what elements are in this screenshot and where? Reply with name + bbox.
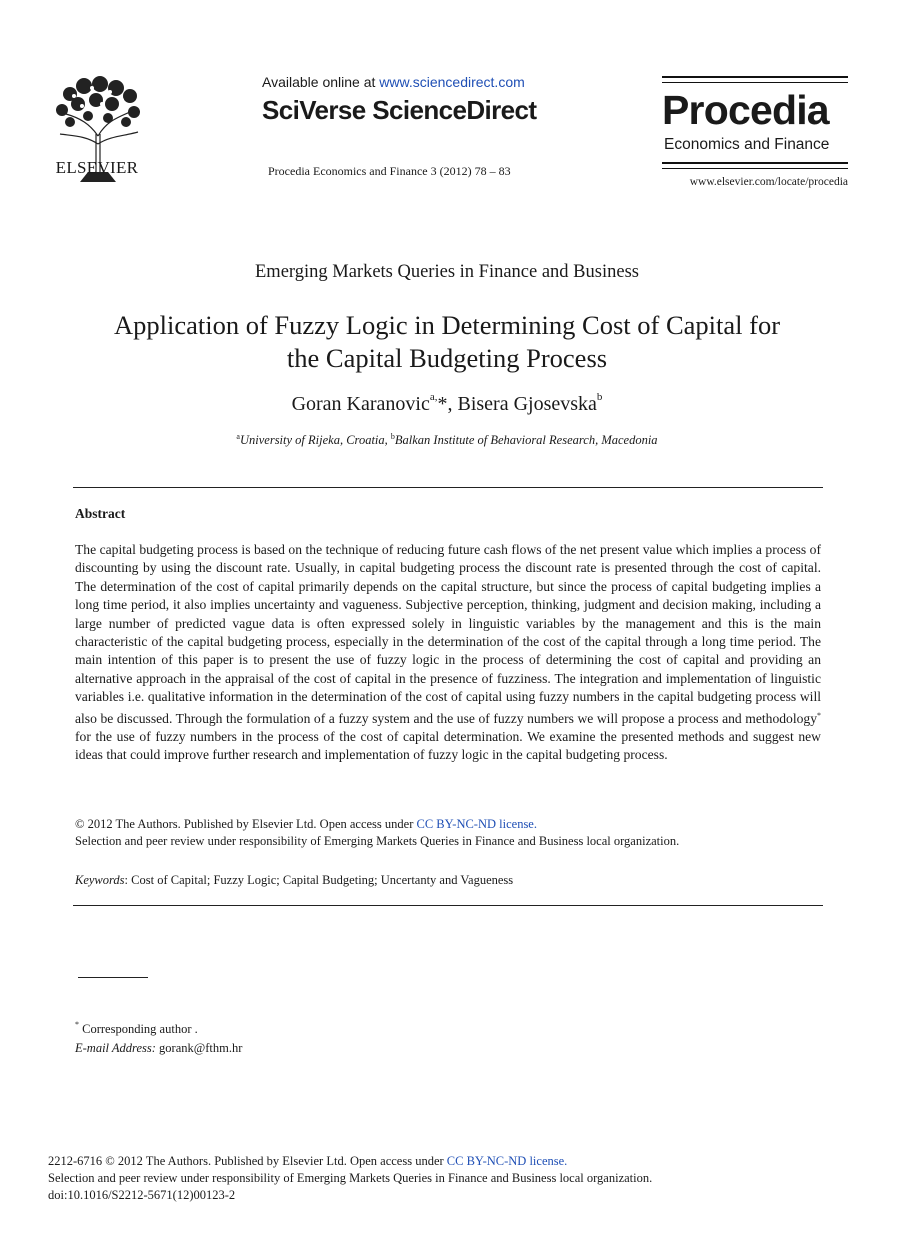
- affiliation-mark: b: [596, 391, 603, 403]
- footnote-mark: *: [75, 1020, 79, 1029]
- keywords-list: Cost of Capital; Fuzzy Logic; Capital Budgeting; Uncertanty and Vagueness: [131, 873, 514, 887]
- affiliation-mark: a: [236, 432, 240, 441]
- section-divider: [73, 905, 823, 906]
- author-name: Goran Karanovic: [291, 393, 430, 415]
- corresponding-mark: *: [437, 393, 448, 415]
- conference-name: Emerging Markets Queries in Finance and Business: [255, 262, 639, 282]
- paper-title: [60, 309, 834, 375]
- email-label: E-mail Address:: [75, 1041, 156, 1055]
- title-line: the Capital Budgeting Process: [286, 343, 608, 373]
- title-line: Application of Fuzzy Logic in Determining Cost of Capital for: [113, 310, 781, 340]
- copyright-text: © 2012 The Authors. Published by Elsevier Ltd. Open access under: [75, 817, 417, 831]
- journal-name: Procedia: [662, 87, 829, 133]
- available-online: [262, 74, 525, 90]
- email-note: [75, 1041, 242, 1056]
- abstract-heading: Abstract: [75, 506, 126, 521]
- affiliation-mark: b: [390, 432, 395, 441]
- keywords: [75, 873, 513, 888]
- email-address[interactable]: gorank@fthm.hr: [159, 1041, 243, 1055]
- sciencedirect-link[interactable]: www.sciencedirect.com: [379, 74, 525, 90]
- author-separator: ,: [447, 393, 458, 415]
- affiliation: University of Rijeka, Croatia,: [239, 433, 391, 447]
- corresponding-author-note: [75, 1020, 198, 1037]
- section-divider: [73, 487, 823, 488]
- keywords-label: Keywords: [75, 873, 125, 887]
- journal-subtitle: Economics and Finance: [664, 136, 830, 153]
- journal-citation: Procedia Economics and Finance 3 (2012) 78 – 83: [268, 164, 511, 178]
- affiliation: Balkan Institute of Behavioral Research, Macedonia: [394, 433, 658, 447]
- author-list: [0, 391, 894, 416]
- license-link[interactable]: CC BY-NC-ND license.: [416, 817, 537, 831]
- affiliations: [0, 432, 894, 448]
- abstract-text: for the use of fuzzy numbers in the process of the cost of capital determination. We examine the presented methods and suggest new ideas that could improve further research and implementation of fuzzy logic in the capital budgeting process.: [75, 729, 821, 763]
- masthead-rule: [662, 168, 848, 169]
- abstract-text: The capital budgeting process is based on the technique of reducing future cash flows of the net present value which implies a process of discounting by using the discount rate. Usually, in capital budgeting process the discount rate is presented through the cost of capital. The determination of the cost of capital primarily depends on the capital structure, but since the process of capital budgeting implies a long time period, it also implies uncertainty and vagueness. Subjective perception, thinking, judgment and decision making, including a large number of predicted vague data is often expressed solely in linguistic variables by the management and this is the main characteristic of the capital budgeting process, especially in the determination of the cost of the capital through a long time period. The main intention of this paper is to present the use of fuzzy logic in the process of determining the cost of capital and providing an alternative approach in the appraisal of the cost of capital in the presence of fuzziness. The integration and implementation of linguistic variables i.e. qualitative information in the determination of the cost of capital using fuzzy numbers in the capital budgeting process will also be discussed. Through the formulation of a fuzzy system and the use of fuzzy numbers we will propose a process and methodology: [75, 542, 821, 726]
- masthead-rule: [662, 82, 848, 83]
- footnote-mark: *: [817, 710, 821, 720]
- available-prefix: Available online at: [262, 74, 380, 90]
- keywords-separator: :: [124, 873, 132, 887]
- masthead-rule: [662, 76, 848, 78]
- abstract-body: [75, 541, 821, 765]
- footer-copyright: [48, 1154, 567, 1169]
- corresponding-text: Corresponding author .: [82, 1022, 198, 1036]
- footnote-rule: [78, 977, 148, 978]
- peer-review-notice: Selection and peer review under responsibility of Emerging Markets Queries in Finance and Business local organization.: [75, 834, 680, 848]
- footer-license-link[interactable]: CC BY-NC-ND license.: [446, 1154, 568, 1168]
- platform-name: SciVerse ScienceDirect: [262, 95, 537, 125]
- footer-doi[interactable]: doi:10.1016/S2212-5671(12)00123-2: [48, 1188, 236, 1202]
- footer-peer-review: Selection and peer review under responsibility of Emerging Markets Queries in Finance and Business local organization.: [48, 1171, 653, 1185]
- masthead-rule: [662, 162, 848, 164]
- author-name: Bisera Gjosevska: [457, 393, 597, 415]
- publisher-name: ELSEVIER: [55, 158, 139, 177]
- copyright-notice: [75, 817, 537, 832]
- footer-copyright-text: 2212-6716 © 2012 The Authors. Published by Elsevier Ltd. Open access under: [48, 1154, 447, 1168]
- affiliation-mark: a,: [429, 391, 438, 403]
- journal-url[interactable]: www.elsevier.com/locate/procedia: [689, 176, 848, 188]
